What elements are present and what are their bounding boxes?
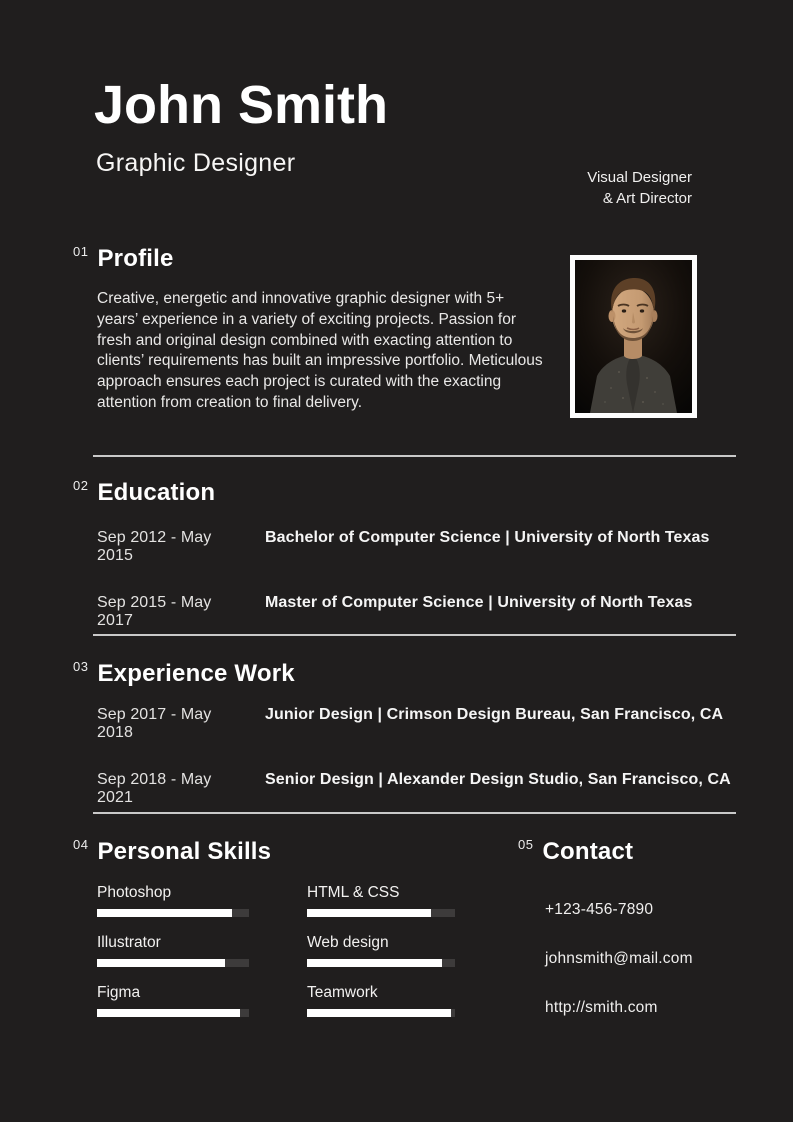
tagline: [587, 167, 692, 209]
skill-item: [307, 884, 455, 917]
skill-bar-fill: [307, 1009, 451, 1017]
education-detail: Master of Computer Science | University of North Texas: [265, 594, 693, 611]
education-dates: Sep 2015 - May 2017: [97, 594, 212, 629]
section-number: 04: [73, 837, 89, 852]
person-role: Graphic Designer: [96, 149, 296, 177]
experience-dates: Sep 2018 - May 2021: [97, 771, 212, 806]
skill-bar-track: [307, 1009, 455, 1017]
skill-bar-fill: [307, 959, 442, 967]
skill-bar-track: [97, 909, 249, 917]
section-title: Education: [97, 479, 216, 506]
education-row: [97, 594, 710, 630]
section-title: Personal Skills: [97, 838, 272, 865]
portrait-illustration: [575, 260, 692, 413]
skill-label: Figma: [97, 984, 141, 1001]
section-divider: [93, 634, 736, 636]
skill-label: Web design: [307, 934, 389, 951]
education-detail: Bachelor of Computer Science | University of North Texas: [265, 529, 710, 546]
skill-item: [97, 884, 249, 917]
section-number: 03: [73, 659, 89, 674]
section-divider: [93, 812, 736, 814]
contact-phone: +123-456-7890: [545, 901, 654, 918]
experience-detail: Senior Design | Alexander Design Studio, San Francisco, CA: [265, 771, 731, 788]
contact-website: http://smith.com: [545, 999, 658, 1016]
education-rows: [97, 529, 710, 659]
section-heading-education: [73, 477, 215, 506]
section-heading-skills: [73, 836, 271, 865]
experience-rows: [97, 706, 731, 836]
section-title: Profile: [97, 245, 174, 272]
skill-item: [97, 934, 249, 967]
skill-label: Illustrator: [97, 934, 161, 951]
section-title: Experience Work: [97, 660, 295, 687]
experience-dates: Sep 2017 - May 2018: [97, 706, 212, 741]
skill-bar-fill: [97, 909, 232, 917]
section-title: Contact: [542, 838, 634, 865]
skills-grid: [97, 884, 455, 1017]
experience-row: [97, 771, 731, 807]
section-number: 05: [518, 837, 534, 852]
skill-label: Teamwork: [307, 984, 378, 1001]
skill-bar-fill: [307, 909, 431, 917]
section-heading-experience: [73, 658, 295, 687]
skill-bar-fill: [97, 959, 225, 967]
contact-email: johnsmith@mail.com: [545, 950, 693, 967]
tagline-line-2: & Art Director: [602, 190, 692, 207]
section-divider: [93, 455, 736, 457]
skill-item: [307, 934, 455, 967]
person-name: John Smith: [94, 75, 388, 135]
skill-bar-track: [97, 1009, 249, 1017]
experience-row: [97, 706, 731, 742]
skill-bar-track: [97, 959, 249, 967]
tagline-line-1: Visual Designer: [587, 169, 692, 186]
education-row: [97, 529, 710, 565]
skill-bar-track: [307, 909, 455, 917]
skill-label: Photoshop: [97, 884, 172, 901]
skill-item: [307, 984, 455, 1017]
section-number: 02: [73, 478, 89, 493]
skill-bar-track: [307, 959, 455, 967]
skill-bar-fill: [97, 1009, 240, 1017]
education-dates: Sep 2012 - May 2015: [97, 529, 212, 564]
section-heading-profile: [73, 243, 174, 272]
contact-list: [545, 900, 693, 1047]
portrait-photo: [570, 255, 697, 418]
skill-item: [97, 984, 249, 1017]
skill-label: HTML & CSS: [307, 884, 400, 901]
section-number: 01: [73, 244, 89, 259]
experience-detail: Junior Design | Crimson Design Bureau, San Francisco, CA: [265, 706, 724, 723]
profile-summary: Creative, energetic and innovative graphic designer with 5+ years’ experience in a variety of exciting projects. Passion for fresh and original design combined with exacting attention to clients’ requirements has built an impressive portfolio. Meticulous approach ensures each project is curated with the exacting attention from creation to final delivery.: [97, 290, 543, 411]
section-heading-contact: [518, 836, 633, 865]
